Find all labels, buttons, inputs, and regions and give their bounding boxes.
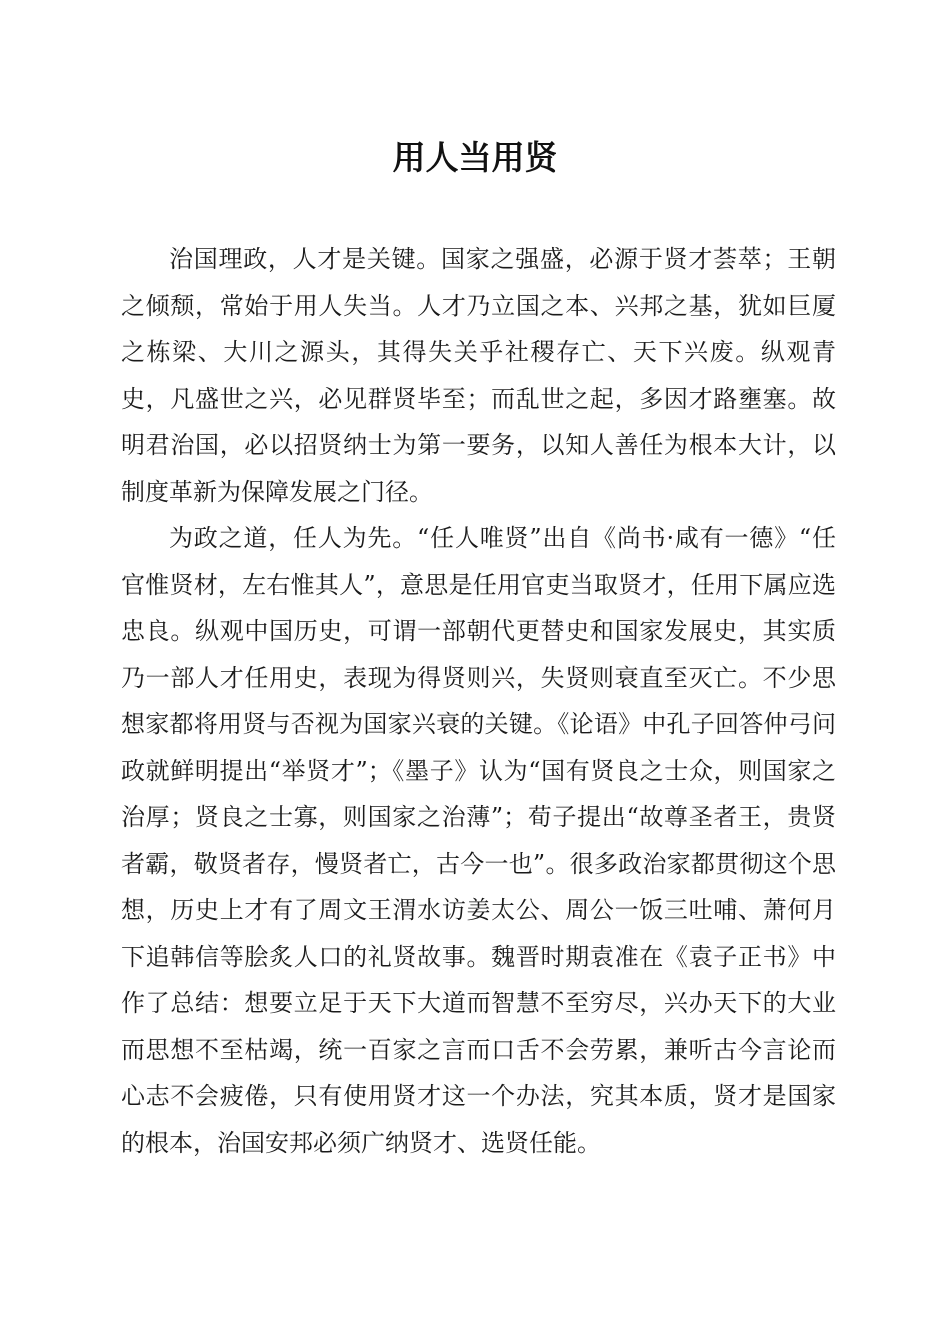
paragraph-2: 为政之道，任人为先。“任人唯贤”出自《尚书·咸有一德》“任官惟贤材，左右惟其人”，意思是任用官吏当取贤才，任用下属应选忠良。纵观中国历史，可谓一部朝代更替史和国家发展史，其实质乃一部人才任用史，表现为得贤则兴，失贤则衰直至灭亡。不少思想家都将用贤与否视为国家兴衰的关键。《论语》中孔子回答仲弓问政就鲜明提出“举贤才”；《墨子》认为“国有贤良之士众，则国家之治厚；贤良之士寡，则国家之治薄”；荀子提出“故尊圣者王，贵贤者霸，敬贤者存，慢贤者亡，古今一也”。很多政治家都贯彻这个思想，历史上才有了周文王渭水访姜太公、周公一饭三吐哺、萧何月下追韩信等脍炙人口的礼贤故事。魏晋时期袁准在《袁子正书》中作了总结：想要立足于天下大道而智慧不至穷尽，兴办天下的大业而思想不至枯竭，统一百家之言而口舌不会劳累，兼听古今言论而心志不会疲倦，只有使用贤才这一个办法，究其本质，贤才是国家的根本，治国安邦必须广纳贤才、选贤任能。 xyxy=(121,524,836,1157)
article-body xyxy=(121,236,836,1166)
page-title: 用人当用贤 xyxy=(392,138,558,177)
paragraph-1: 治国理政，人才是关键。国家之强盛，必源于贤才荟萃；王朝之倾颓，常始于用人失当。人才乃立国之本、兴邦之基，犹如巨厦之栋梁、大川之源头，其得失关乎社稷存亡、天下兴废。纵观青史，凡盛世之兴，必见群贤毕至；而乱世之起，多因才路壅塞。故明君治国，必以招贤纳士为第一要务，以知人善任为根本大计，以制度革新为保障发展之门径。 xyxy=(121,245,836,506)
